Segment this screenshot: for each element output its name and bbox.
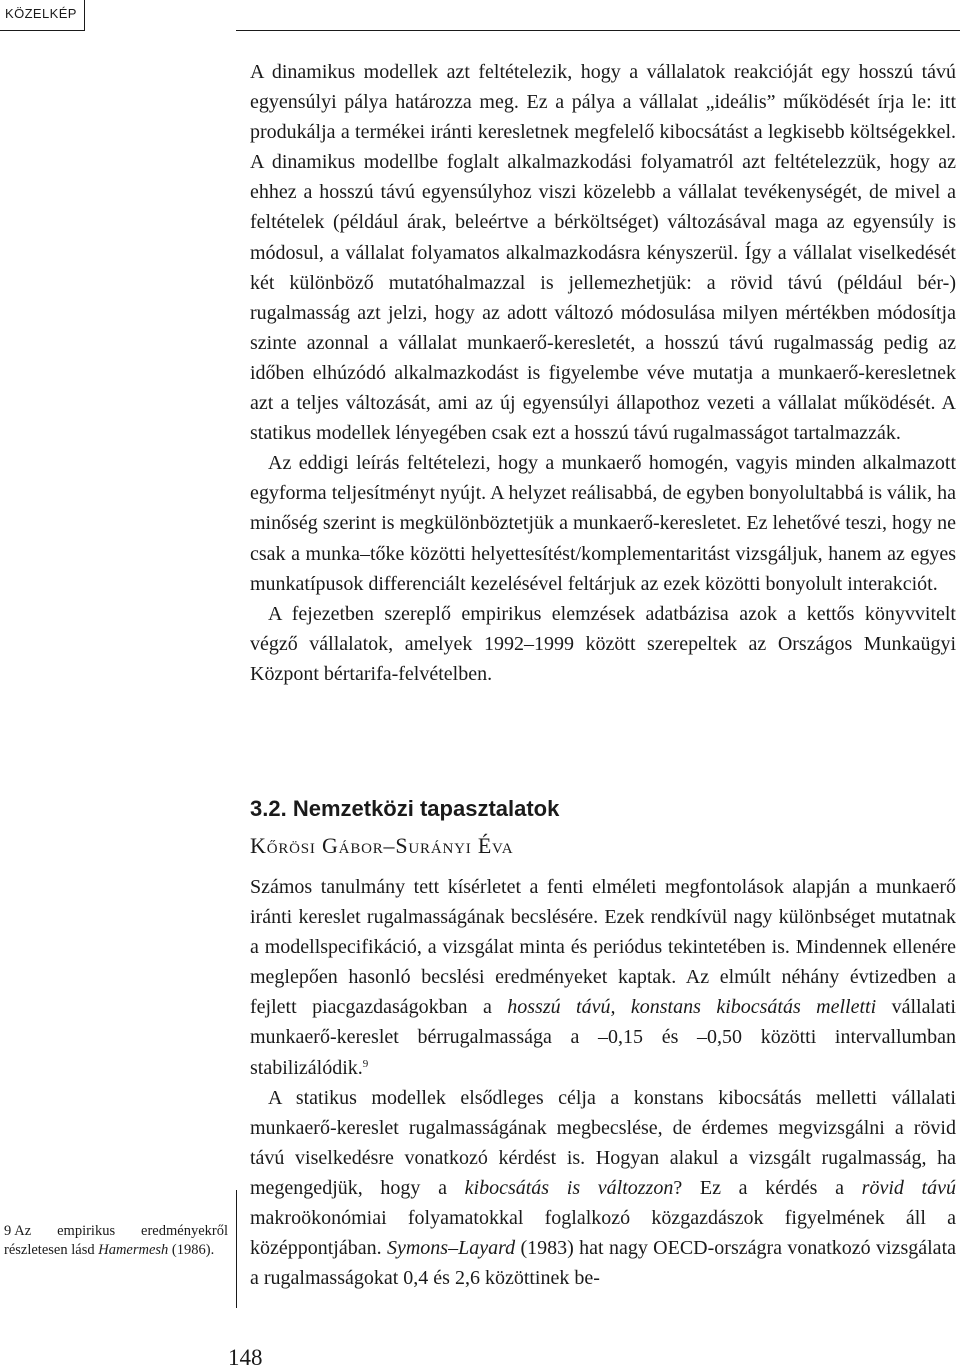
- section-title: Nemzetközi tapasztalatok: [292, 796, 560, 821]
- footnote-author: Hamermesh: [98, 1242, 169, 1258]
- italic-run: rövid távú: [861, 1176, 956, 1199]
- text-run: ? Ez a kérdés a: [673, 1176, 862, 1199]
- footnote-number: 9: [4, 1223, 12, 1239]
- paragraph: [250, 1083, 956, 1294]
- section-authors: Kőrösi Gábor–Surányi Éva: [250, 833, 514, 858]
- footnote: [4, 1222, 228, 1260]
- footnote-ref[interactable]: 9: [362, 1057, 369, 1070]
- footnote-text: Az empirikus eredményekről részletesen lásd: [4, 1223, 228, 1258]
- text-run: vállalati munkaerő-kereslet bérrugalmassága a –0,15 és –0,50 közötti intervallumban stabilizálódik.: [250, 996, 956, 1079]
- text-run: Számos tanulmány tett kísérletet a fenti elméleti megfontolások alapján a munkaerő iránti kereslet rugalmasságának becslésére. Ezek rendkívül nagy különbséget mutatnak a modellspecifikáció, a vizsgálat minta és periódus tekintetében is. Mindennek ellenére meglepően hasonló becslési eredményeket kaptak. Az elmúlt néhány évtizedben a fejlett piacgazdaságokban a: [250, 876, 956, 1019]
- text-run: (1983) hat nagy OECD-országra vonatkozó vizsgálata a rugalmasságokat 0,4 és 2,6 közöttinek be-: [250, 1237, 956, 1290]
- text-run: A statikus modellek elsődleges célja a konstans kibocsátás melletti vállalati munkaerő-kereslet rugalmasságának megbecslése, de érdemes megvizsgálni a rövid távú viselkedésre vonatkozó kérdést is. Hogyan alakul a vizsgált rugalmasság, ha megengedjük, hogy a: [250, 1086, 956, 1199]
- body-text-upper: [250, 57, 956, 689]
- footnote-year: (1986).: [168, 1242, 215, 1258]
- paragraph: A dinamikus modellek azt feltételezik, hogy a vállalatok reakcióját egy hosszú távú egyensúlyi pálya határozza meg. Ez a pálya a vállalat „ideális” működését írja le: itt produkálja a termékei iránti keresletnek megfelelő kibocsátást a legkisebb költségekkel. A dinamikus modellbe foglalt alkalmazkodási folyamatról azt feltételezzük, hogy az ehhez a hosszú távú egyensúlyhoz viszi közelebb a vállalat tevékenységét, de mivel a feltételek (például árak, beleértve a bérköltséget) változásával maga az egyensúly is módosul, a vállalat folyamatos alkalmazkodásra kényszerül. Így a vállalat viselkedését két különböző mutatóhalmazzal is jellemezhetjük: a rövid távú (például bér-) rugalmasság azt jelzi, hogy az adott változó módosulása milyen mértékben módosítja szinte azonnal a vállalat munkaerő-keresletét, a hosszú távú rugalmasság pedig az időben elhúzódó alkalmazkodást is figyelembe véve mutatja a munkaerő-keresletnek azt a teljes változását, ami az új egyensúlyi állapothoz vezeti a vállalat működését. A statikus modellek lényegében csak ezt a hosszú távú rugalmasságot tartalmazzák.: [250, 61, 956, 445]
- section-label: KÖZELKÉP: [5, 6, 77, 21]
- header-rule: [236, 30, 960, 31]
- section-heading: [250, 795, 559, 823]
- italic-run: Symons–Layard: [386, 1237, 516, 1260]
- section-tab: [0, 0, 85, 31]
- text-run: makroökonómiai folyamatokkal foglalkozó közgazdászok figyelmének áll a középpontjában.: [250, 1207, 956, 1260]
- italic-run: kibocsátás is változzon: [464, 1176, 674, 1199]
- paragraph: [250, 872, 956, 1083]
- margin-rule: [236, 1190, 237, 1308]
- page-number: 148: [228, 1345, 263, 1370]
- paragraph: A fejezetben szereplő empirikus elemzések adatbázisa azok a kettős könyvvitelt végző vállalatok, amelyek 1992–1999 között szerepeltek az Országos Munkaügyi Központ bértarifa-felvételben.: [250, 602, 956, 685]
- body-text-lower: [250, 872, 956, 1293]
- paragraph: Az eddigi leírás feltételezi, hogy a munkaerő homogén, vagyis minden alkalmazott egyforma teljesítményt nyújt. A helyzet reálisabbá, de egyben bonyolultabbá is válik, ha minőség szerint is megkülönböztetjük a munkaerő-keresletet. Ez lehetővé teszi, hogy ne csak a munka–tőke közötti helyettesítést/komplementaritást vizsgáljuk, hanem az egyes munkatípusok differenciált kezelésével feltárjuk az ezek közötti bonyolult interakciót.: [250, 452, 956, 595]
- italic-run: hosszú távú, konstans kibocsátás melletti: [507, 996, 877, 1019]
- section-number: 3.2.: [250, 796, 287, 821]
